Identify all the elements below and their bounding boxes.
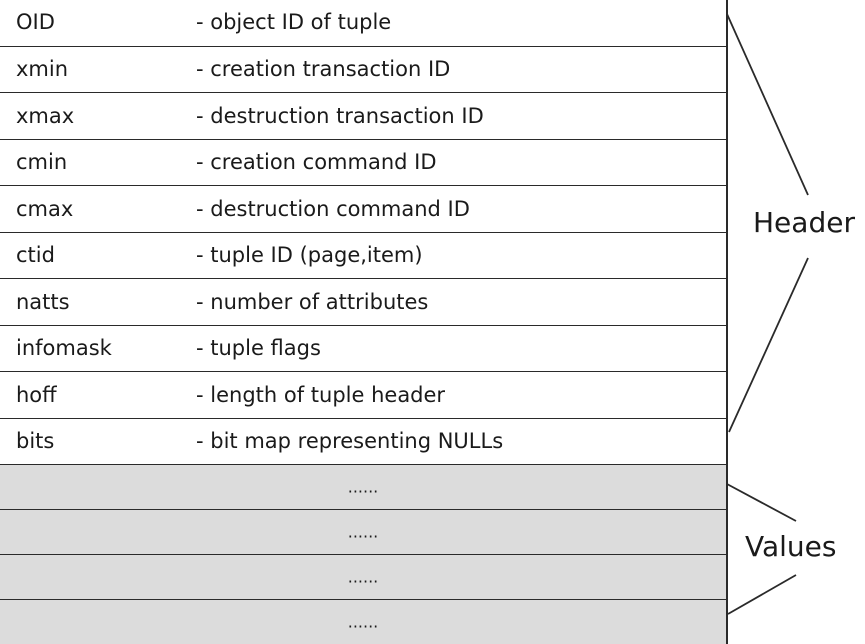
value-placeholder: ...... — [347, 567, 379, 587]
field-name: hoff — [16, 382, 57, 407]
values-group-label: Values — [745, 530, 837, 563]
field-name: cmax — [16, 196, 74, 221]
field-description: - destruction command ID — [196, 196, 470, 221]
value-placeholder: ...... — [347, 612, 379, 632]
field-description: - creation command ID — [196, 150, 437, 175]
field-name: xmax — [16, 103, 75, 128]
field-description: - length of tuple header — [196, 382, 446, 407]
value-placeholder: ...... — [347, 477, 379, 497]
field-name: ctid — [16, 243, 55, 268]
field-name: OID — [16, 10, 55, 35]
field-name: bits — [16, 429, 55, 454]
field-name: infomask — [16, 336, 112, 361]
field-description: - bit map representing NULLs — [196, 429, 504, 454]
field-name: natts — [16, 289, 70, 314]
header-bracket-lower — [729, 258, 808, 432]
header-group-label: Header — [753, 206, 855, 239]
field-description: - tuple flags — [196, 336, 321, 361]
values-bracket-upper — [727, 484, 796, 521]
field-name: cmin — [16, 150, 68, 175]
value-placeholder: ...... — [347, 522, 379, 542]
field-description: - number of attributes — [196, 289, 429, 314]
field-description: - tuple ID (page,item) — [196, 243, 423, 268]
field-description: - creation transaction ID — [196, 57, 451, 82]
field-description: - object ID of tuple — [196, 10, 392, 35]
field-description: - destruction transaction ID — [196, 103, 484, 128]
field-name: xmin — [16, 57, 69, 82]
values-bracket-lower — [728, 575, 796, 614]
header-bracket-upper — [727, 14, 808, 195]
